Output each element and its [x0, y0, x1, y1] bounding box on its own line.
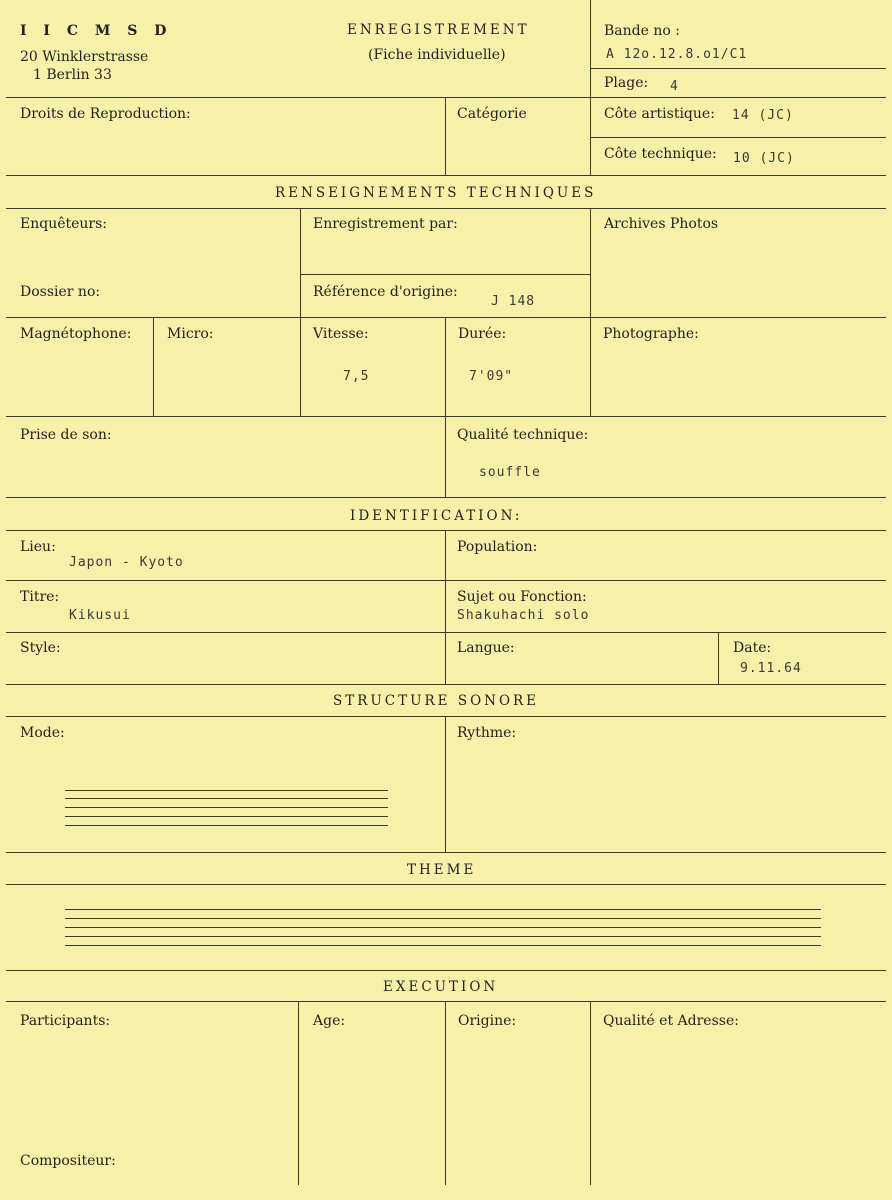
population-label: Population: [457, 539, 538, 555]
structure-section-title: STRUCTURE SONORE [333, 693, 540, 709]
staff-line [65, 945, 821, 946]
staff-line [65, 798, 388, 799]
date-value: 9.11.64 [740, 661, 802, 676]
qualite-adresse-label: Qualité et Adresse: [603, 1013, 739, 1029]
theme-section-title: THEME [407, 862, 477, 878]
rule-titre-bottom [6, 632, 886, 633]
rule-enregistrement-reference [300, 274, 590, 275]
staff-line [65, 790, 388, 791]
rule-header-right-column [590, 0, 591, 175]
institute-logo: I I C M S D [20, 23, 173, 39]
rythme-label: Rythme: [457, 725, 517, 741]
rule-execution-col-c [590, 1001, 591, 1185]
enqueteurs-label: Enquêteurs: [20, 216, 108, 232]
magnetophone-label: Magnétophone: [20, 326, 132, 342]
rule-execution-col-a [298, 1001, 299, 1185]
qualite-technique-label: Qualité technique: [457, 427, 589, 443]
sujet-label: Sujet ou Fonction: [457, 589, 587, 605]
enregistrement-par-label: Enregistrement par: [313, 216, 458, 232]
rule-structure-divider [445, 716, 446, 852]
reference-label: Référence d'origine: [313, 284, 458, 300]
cote-artistique-label: Côte artistique: [604, 106, 715, 122]
rule-theme-bottom [6, 970, 886, 971]
form-subtitle: (Fiche individuelle) [368, 47, 506, 63]
rule-execution-col-b [445, 1001, 446, 1185]
staff-line [65, 918, 821, 919]
categorie-label: Catégorie [457, 106, 527, 122]
rule-structure-title-bottom [6, 716, 886, 717]
plage-label: Plage: [604, 75, 649, 91]
rule-identification-title-bottom [6, 530, 886, 531]
lieu-label: Lieu: [20, 539, 56, 555]
rule-lieu-bottom [6, 580, 886, 581]
rule-theme-title-bottom [6, 884, 886, 885]
rule-cote-divider [590, 137, 886, 138]
participants-label: Participants: [20, 1013, 111, 1029]
rule-style-bottom [6, 684, 886, 685]
cote-artistique-value: 14 (JC) [732, 108, 794, 123]
staff-line [65, 825, 388, 826]
rule-categorie-left [445, 97, 446, 175]
rule-execution-title-bottom [6, 1001, 886, 1002]
rule-dossier-bottom [6, 317, 886, 318]
duree-value: 7'09" [469, 369, 514, 384]
execution-section-title: EXECUTION [383, 979, 499, 995]
staff-line [65, 927, 821, 928]
staff-line [65, 909, 821, 910]
rule-technical-col-b [590, 208, 591, 416]
reference-value: J 148 [491, 294, 536, 309]
duree-label: Durée: [458, 326, 507, 342]
vitesse-label: Vitesse: [313, 326, 369, 342]
langue-label: Langue: [457, 640, 515, 656]
bande-label: Bande no : [604, 23, 680, 39]
rule-prise-divider [445, 416, 446, 497]
vitesse-value: 7,5 [343, 369, 370, 384]
rule-rights-bottom [6, 175, 886, 176]
age-label: Age: [313, 1013, 346, 1029]
qualite-technique-value: souffle [479, 465, 541, 480]
rule-micro-left [153, 317, 154, 416]
micro-label: Micro: [167, 326, 214, 342]
origine-label: Origine: [458, 1013, 517, 1029]
rule-technical-col-a [300, 208, 301, 416]
rule-magneto-bottom [6, 416, 886, 417]
mode-label: Mode: [20, 725, 65, 741]
staff-line [65, 816, 388, 817]
address-city: 1 Berlin 33 [33, 67, 112, 83]
form-title: ENREGISTREMENT [347, 22, 530, 38]
titre-value: Kikusui [69, 608, 131, 623]
droits-label: Droits de Reproduction: [20, 106, 191, 122]
plage-value: 4 [670, 79, 679, 94]
rule-header-bottom [6, 97, 886, 98]
rule-technical-title-bottom [6, 208, 886, 209]
technical-section-title: RENSEIGNEMENTS TECHNIQUES [275, 185, 597, 201]
cote-technique-label: Côte technique: [604, 146, 717, 162]
dossier-label: Dossier no: [20, 284, 101, 300]
rule-date-left [718, 632, 719, 684]
style-label: Style: [20, 640, 61, 656]
sujet-value: Shakuhachi solo [457, 608, 590, 623]
photographe-label: Photographe: [603, 326, 699, 342]
rule-bande-plage [590, 68, 886, 69]
rule-identification-divider [445, 530, 446, 684]
cote-technique-value: 10 (JC) [733, 151, 795, 166]
rule-prise-bottom [6, 497, 886, 498]
date-label: Date: [733, 640, 772, 656]
staff-line [65, 807, 388, 808]
titre-label: Titre: [20, 589, 60, 605]
compositeur-label: Compositeur: [20, 1153, 116, 1169]
identification-section-title: IDENTIFICATION: [350, 508, 523, 524]
rule-structure-bottom [6, 852, 886, 853]
bande-value: A 12o.12.8.o1/C1 [606, 47, 748, 62]
archives-photos-label: Archives Photos [604, 216, 719, 232]
address-street: 20 Winklerstrasse [20, 49, 149, 65]
lieu-value: Japon - Kyoto [69, 555, 184, 570]
prise-de-son-label: Prise de son: [20, 427, 112, 443]
rule-duree-left [445, 317, 446, 416]
staff-line [65, 936, 821, 937]
